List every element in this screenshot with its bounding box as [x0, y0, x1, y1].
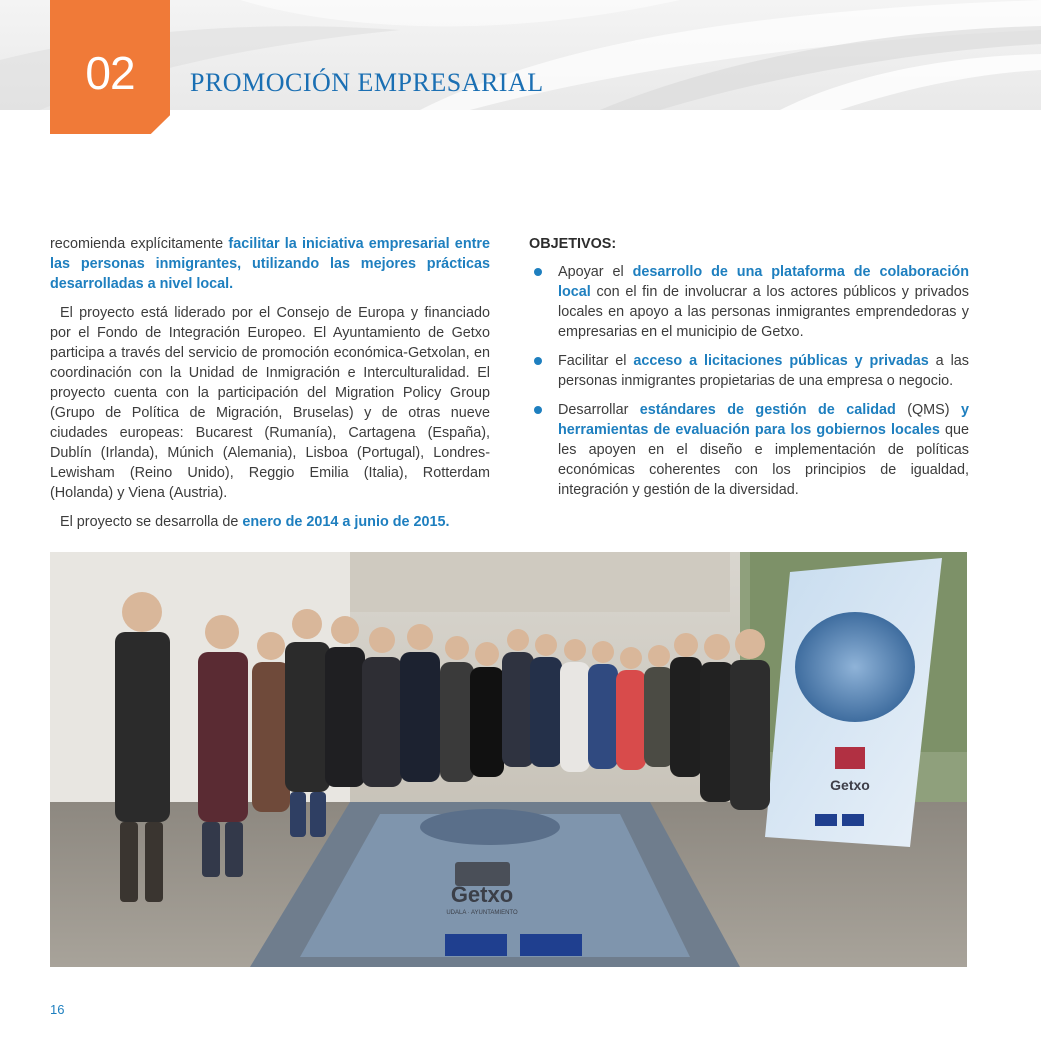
text-run: a las personas inmigrantes propietarias de una empresa o negocio.	[558, 353, 969, 389]
text-run: Apoyar el	[558, 264, 633, 280]
text-run: Desarrollar	[558, 402, 640, 418]
highlight-text: estándares de gestión de calidad	[639, 402, 896, 418]
highlight-text: y herramientas de evaluación para los gobiernos locales	[558, 402, 969, 438]
floor-logo-subtext: UDALA · AYUNTAMIENTO	[446, 910, 518, 916]
text-run: recomienda explícitamente	[50, 236, 229, 252]
bullet-icon	[534, 406, 542, 414]
highlight-text: acceso a licitaciones públicas y privadas	[633, 353, 929, 369]
paragraph-project: El proyecto está liderado por el Consejo de Europa y financiado por el Fondo de Integración Europeo. El Ayuntamiento de Getxo participa a través del servicio de promoción económica-Getxolan, en coordinación con la Unidad de Inmigración e Interculturalidad. El proyecto cuenta con la participación del Migration Policy Group (Grupo de Política de Migración, Bruselas) y de otras nueve ciudades europeas: Bucarest (Rumanía), Cartagena (España), Dublín (Irlanda), Múnich (Alemania), Lisboa (Portugal), Londres-Lewisham (Reino Unido), Reggio Emilia (Italia), Rotterdam (Holanda) y Viena (Austria).	[50, 305, 490, 501]
right-column	[529, 234, 969, 509]
paragraph-dates	[50, 512, 490, 532]
banner-logo-text: Getxo	[830, 777, 870, 793]
group-photo-illustration	[50, 552, 967, 967]
list-item	[529, 400, 969, 500]
chapter-number: 02	[85, 47, 135, 99]
highlight-text: enero de 2014 a junio de 2015.	[242, 514, 450, 530]
page-number: 16	[50, 1002, 65, 1017]
chapter-title: PROMOCIÓN EMPRESARIAL	[190, 68, 544, 97]
group-photo	[50, 552, 967, 967]
floor-logo-text: Getxo	[450, 882, 514, 907]
left-column	[50, 234, 490, 541]
list-item	[529, 262, 969, 342]
bullet-icon	[534, 357, 542, 365]
text-run: El proyecto se desarrolla de	[60, 514, 243, 530]
objectives-title: OBJETIVOS:	[529, 236, 617, 252]
paragraph-intro	[50, 234, 490, 294]
list-item	[529, 351, 969, 391]
text-run: Facilitar el	[558, 353, 634, 369]
objectives-list	[529, 262, 969, 500]
highlight-text: desarrollo de una plataforma de colaboración local	[558, 264, 970, 300]
text-run: (QMS)	[895, 402, 961, 418]
text-run: con el fin de involucrar a los actores públicos y privados locales en apoyo a las personas inmigrantes emprendedoras y empresarias en el municipio de Getxo.	[558, 284, 969, 340]
bullet-icon	[534, 268, 542, 276]
text-run: que les apoyen en el diseño e implementación de políticas económicas coherentes con los principios de igualdad, integración y gestión de la diversidad.	[558, 422, 969, 498]
highlight-text: facilitar la iniciativa empresarial entre las personas inmigrantes, utilizando las mejores prácticas desarrolladas a nivel local.	[50, 236, 491, 292]
